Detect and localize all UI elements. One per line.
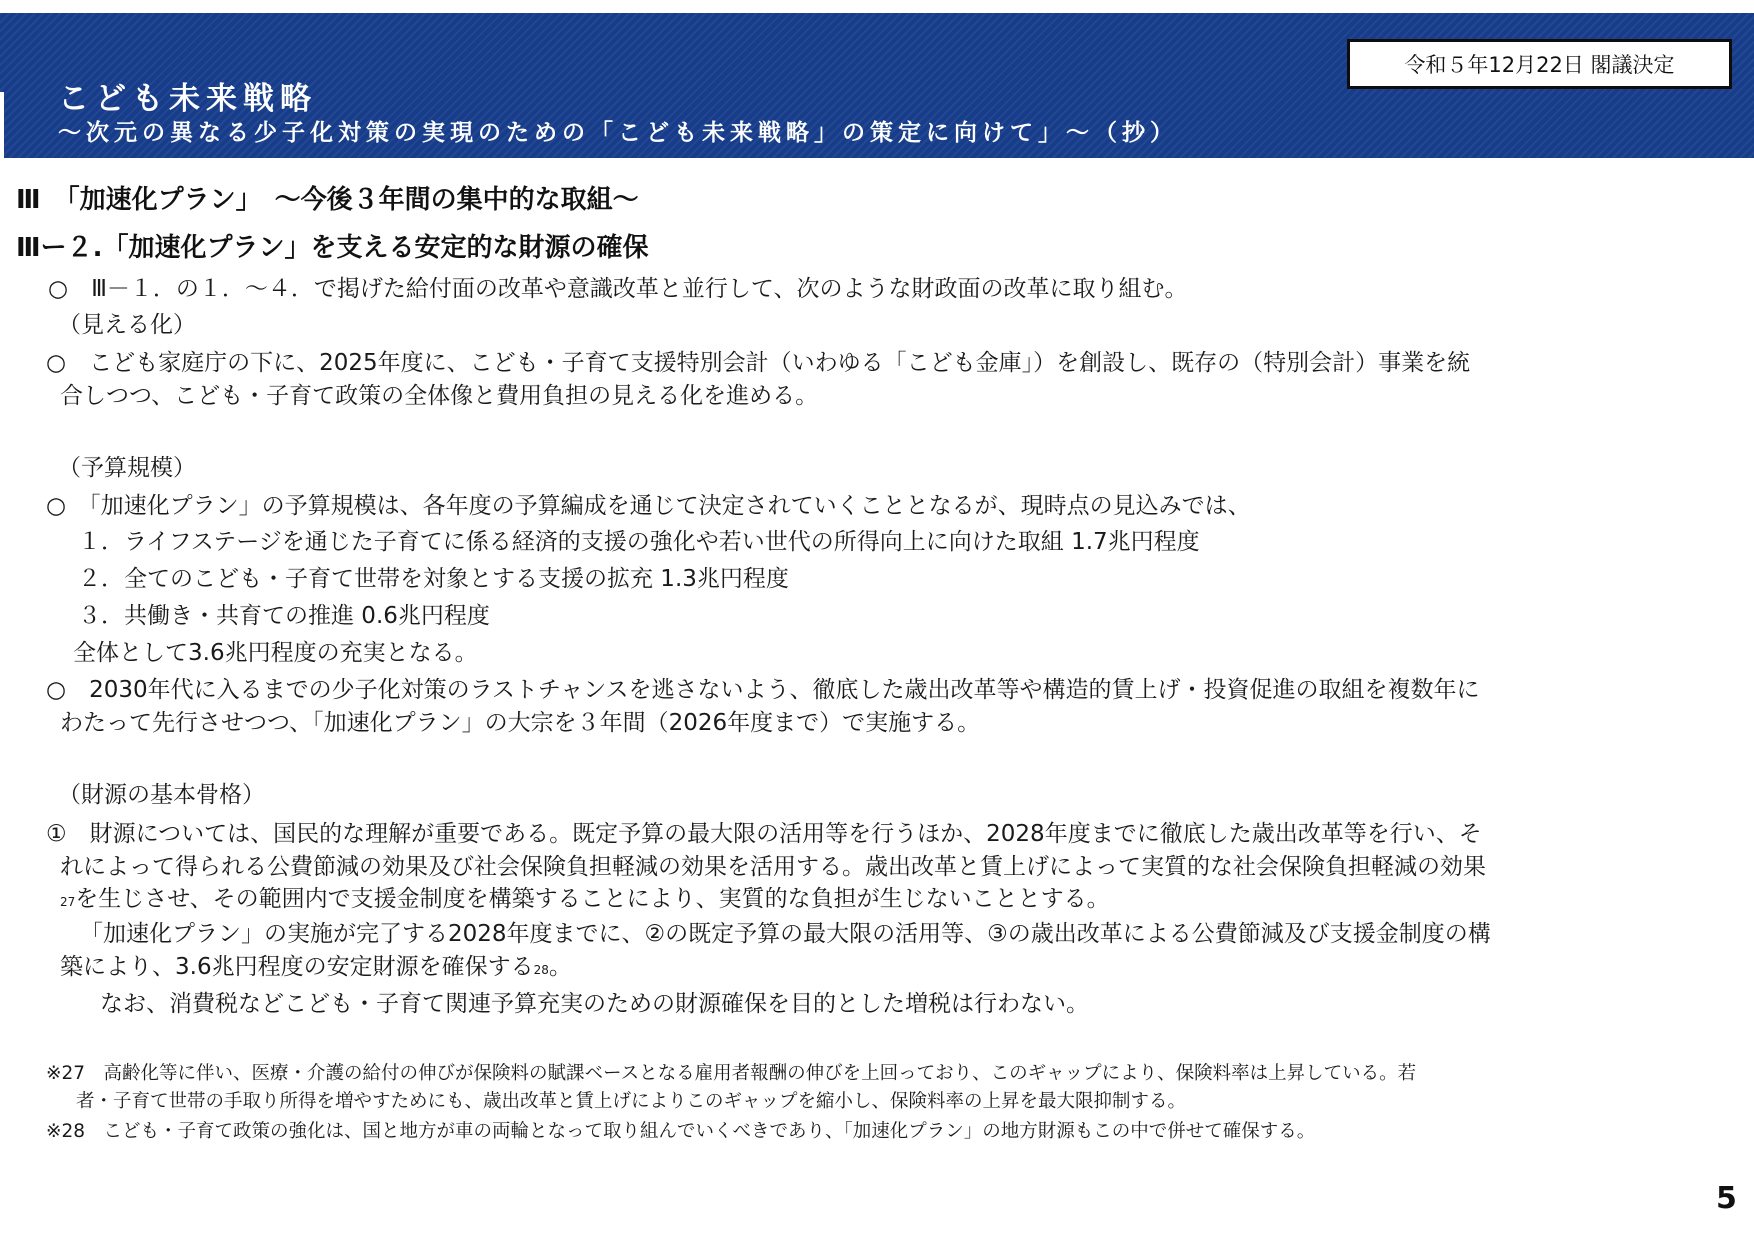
financing-p2-line-2-end: 。 (548, 954, 572, 980)
financing-p2-line-2-text: 築により、3.6兆円程度の安定財源を確保する (60, 954, 534, 980)
page-title: こども未来戦略 (58, 81, 317, 117)
date-badge-text: 令和５年12月22日 閣議決定 (1404, 53, 1675, 77)
budget-label: （予算規模） (58, 455, 196, 481)
budget-item-2: ２．全てのこども・子育て世帯を対象とする支援の拡充 1.3兆円程度 (78, 566, 789, 592)
financing-p2-line-1: 「加速化プラン」の実施が完了する2028年度までに、②の既定予算の最大限の活用等、③の歳出改革による公費節減及び支援金制度の構 (80, 921, 1491, 947)
section-heading: Ⅲ 「加速化プラン」 ～今後３年間の集中的な取組～ (16, 185, 639, 215)
financing-p1-line-3 (60, 880, 1110, 913)
page-subtitle: ～次元の異なる少子化対策の実現のための「こども未来戦略」の策定に向けて」～（抄） (58, 120, 1178, 146)
footnote-ref-28: 28 (533, 963, 549, 977)
budget-item-1: １．ライフステージを通じた子育てに係る経済的支援の強化や若い世代の所得向上に向けた取組 1.7兆円程度 (78, 529, 1200, 555)
budget-line-1: ○ 「加速化プラン」の予算規模は、各年度の予算編成を通じて決定されていくこととなるが、現時点の見込みでは、 (46, 493, 1251, 519)
intro-paragraph: ○ Ⅲ－１．の１．～４．で掲げた給付面の改革や意識改革と並行して、次のような財政面の改革に取り組む。 (48, 276, 1188, 302)
subsection-heading: Ⅲー２.「加速化プラン」を支える安定的な財源の確保 (16, 233, 649, 263)
visibility-label: （見える化） (58, 312, 196, 338)
budget-total: 全体として3.6兆円程度の充実となる。 (73, 640, 478, 666)
budget-line-2b: わたって先行させつつ、「加速化プラン」の大宗を３年間（2026年度まで）で実施する。 (60, 710, 981, 736)
financing-p1-line-1: ① 財源については、国民的な理解が重要である。既定予算の最大限の活用等を行うほか、2028年度までに徹底した歳出改革等を行い、そ (46, 821, 1482, 847)
financing-label: （財源の基本骨格） (58, 782, 265, 808)
date-badge (1347, 39, 1732, 89)
visibility-line-1: ○ こども家庭庁の下に、2025年度に、こども・子育て支援特別会計（いわゆる「こども金庫」）を創設し、既存の（特別会計）事業を統 (46, 350, 1471, 376)
visibility-line-2: 合しつつ、こども・子育て政策の全体像と費用負担の見える化を進める。 (60, 383, 819, 409)
financing-p1-line-3-text: を生じさせ、その範囲内で支援金制度を構築することにより、実質的な負担が生じないこととする。 (75, 886, 1110, 912)
budget-item-3: ３．共働き・共育ての推進 0.6兆円程度 (78, 603, 490, 629)
financing-p2-line-2 (60, 948, 572, 981)
financing-p1-line-2: れによって得られる公費節減の効果及び社会保険負担軽減の効果を活用する。歳出改革と賃上げによって実質的な社会保険負担軽減の効果 (60, 854, 1486, 880)
footnote-27-line-2: 者・子育て世帯の手取り所得を増やすためにも、歳出改革と賃上げによりこのギャップを縮小し、保険料率の上昇を最大限抑制する。 (76, 1091, 1187, 1112)
budget-line-2a: ○ 2030年代に入るまでの少子化対策のラストチャンスを逃さないよう、徹底した歳出改革等や構造的賃上げ・投資促進の取組を複数年に (46, 677, 1480, 703)
footnote-28: ※28 こども・子育て政策の強化は、国と地方が車の両輪となって取り組んでいくべきであり、「加速化プラン」の地方財源もこの中で併せて確保する。 (46, 1121, 1316, 1142)
header-accent-mark (0, 92, 4, 158)
footnote-ref-27: 27 (60, 895, 76, 909)
page-number: 5 (1716, 1181, 1737, 1216)
financing-p3: なお、消費税などこども・子育て関連予算充実のための財源確保を目的とした増税は行わない。 (100, 991, 1089, 1017)
footnote-27-line-1: ※27 高齢化等に伴い、医療・介護の給付の伸びが保険料の賦課ベースとなる雇用者報酬の伸びを上回っており、このギャップにより、保険料率は上昇している。若 (46, 1063, 1417, 1084)
